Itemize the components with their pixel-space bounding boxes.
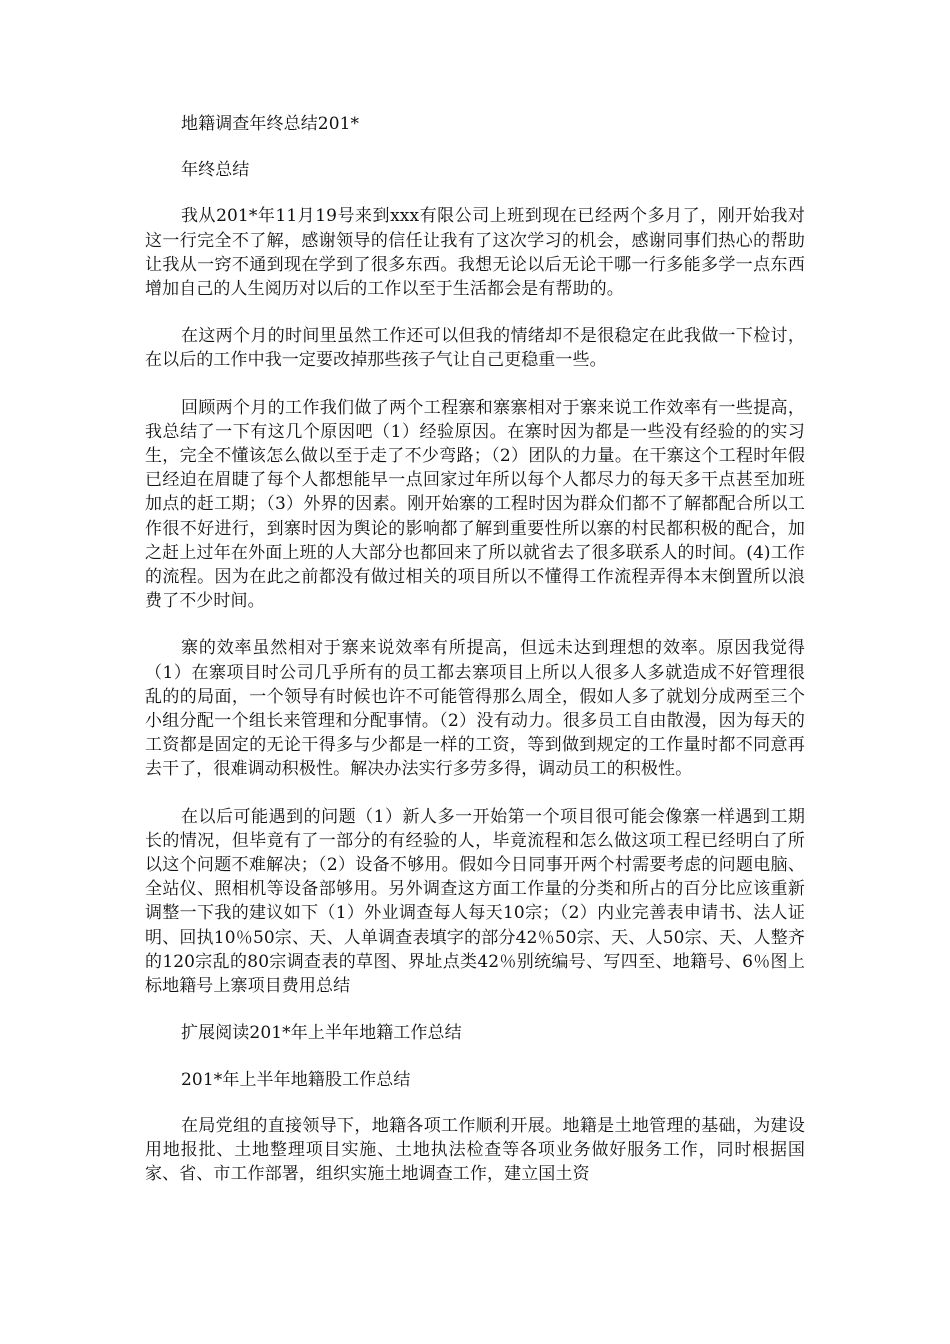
- paragraph-self-review: 在这两个月的时间里虽然工作还可以但我的情绪却不是很稳定在此我做一下检讨，在以后的工作中我一定要改掉那些孩子气让自己更稳重一些。: [145, 326, 805, 371]
- document-subtitle: 年终总结: [181, 160, 250, 181]
- paragraph-future-issues: 在以后可能遇到的问题（1）新人多一开始第一个项目很可能会像寨一样遇到工期长的情况，但毕竟有了一部分的有经验的人，毕竟流程和怎么做这项工程已经明白了所以这个问题不难解决；（2）设备不够用。假如今日同事开两个村需要考虑的问题电脑、全站仪、照相机等设备部够用。另外调查这方面工作量的分类和所占的百分比应该重新调整一下我的建议如下（1）外业调查每人每天10宗；（2）内业完善表申请书、法人证明、回执10％50宗、天、人单调查表填字的部分42％50宗、天、人50宗、天、人整齐的120宗乱的80宗调查表的草图、界址点类42％别统编号、写四至、地籍号、6％图上标地籍号上寨项目费用总结: [145, 806, 805, 997]
- paragraph-intro: 我从201*年11月19号来到xxx有限公司上班到现在已经两个多月了，刚开始我对这一行完全不了解，感谢领导的信任让我有了这次学习的机会，感谢同事们热心的帮助让我从一窍不通到现在学到了很多东西。我想无论以后无论干哪一行多能多学一点东西增加自己的人生阅历对以后的工作以至于生活都会是有帮助的。: [145, 206, 805, 300]
- extended-reading-title: 扩展阅读201*年上半年地籍工作总结: [181, 1023, 462, 1044]
- paragraph-work-review: 回顾两个月的工作我们做了两个工程寨和寨寨相对于寨来说工作效率有一些提高，我总结了一下有这几个原因吧（1）经验原因。在寨时因为都是一些没有经验的的实习生，完全不懂该怎么做以至于走了不少弯路；（2）团队的力量。在干寨这个工程时年假已经迫在眉睫了每个人都想能早一点回家过年所以每个人都尽力的每天多干点甚至加班加点的赶工期；（3）外界的因素。刚开始寨的工程时因为群众们都不了解都配合所以工作很不好进行，到寨时因为舆论的影响都了解到重要性所以寨的村民都积极的配合，加之赶上过年在外面上班的人大部分也都回来了所以就省去了很多联系人的时间。(4)工作的流程。因为在此之前都没有做过相关的项目所以不懂得工作流程弄得本末倒置所以浪费了不少时间。: [145, 397, 805, 612]
- extended-subtitle: 201*年上半年地籍股工作总结: [181, 1069, 411, 1090]
- extended-paragraph: 在局党组的直接领导下，地籍各项工作顺利开展。地籍是土地管理的基础，为建设用地报批、土地整理项目实施、土地执法检查等各项业务做好服务工作，同时根据国家、省、市工作部署，组织实施土地调查工作，建立国土资: [145, 1115, 805, 1185]
- document-page: [145, 112, 805, 1186]
- document-title: 地籍调查年终总结201*: [181, 114, 360, 134]
- paragraph-efficiency: 寨的效率虽然相对于寨来说效率有所提高，但远未达到理想的效率。原因我觉得（1）在寨项目时公司几乎所有的员工都去寨项目上所以人很多人多就造成不好管理很乱的的局面，一个领导有时候也许不可能管得那么周全，假如人多了就划分成两至三个小组分配一个组长来管理和分配事情。（2）没有动力。很多员工自由散漫，因为每天的工资都是固定的无论干得多与少都是一样的工资，等到做到规定的工作量时都不同意再去干了，很难调动积极性。解决办法实行多劳多得，调动员工的积极性。: [145, 638, 805, 780]
